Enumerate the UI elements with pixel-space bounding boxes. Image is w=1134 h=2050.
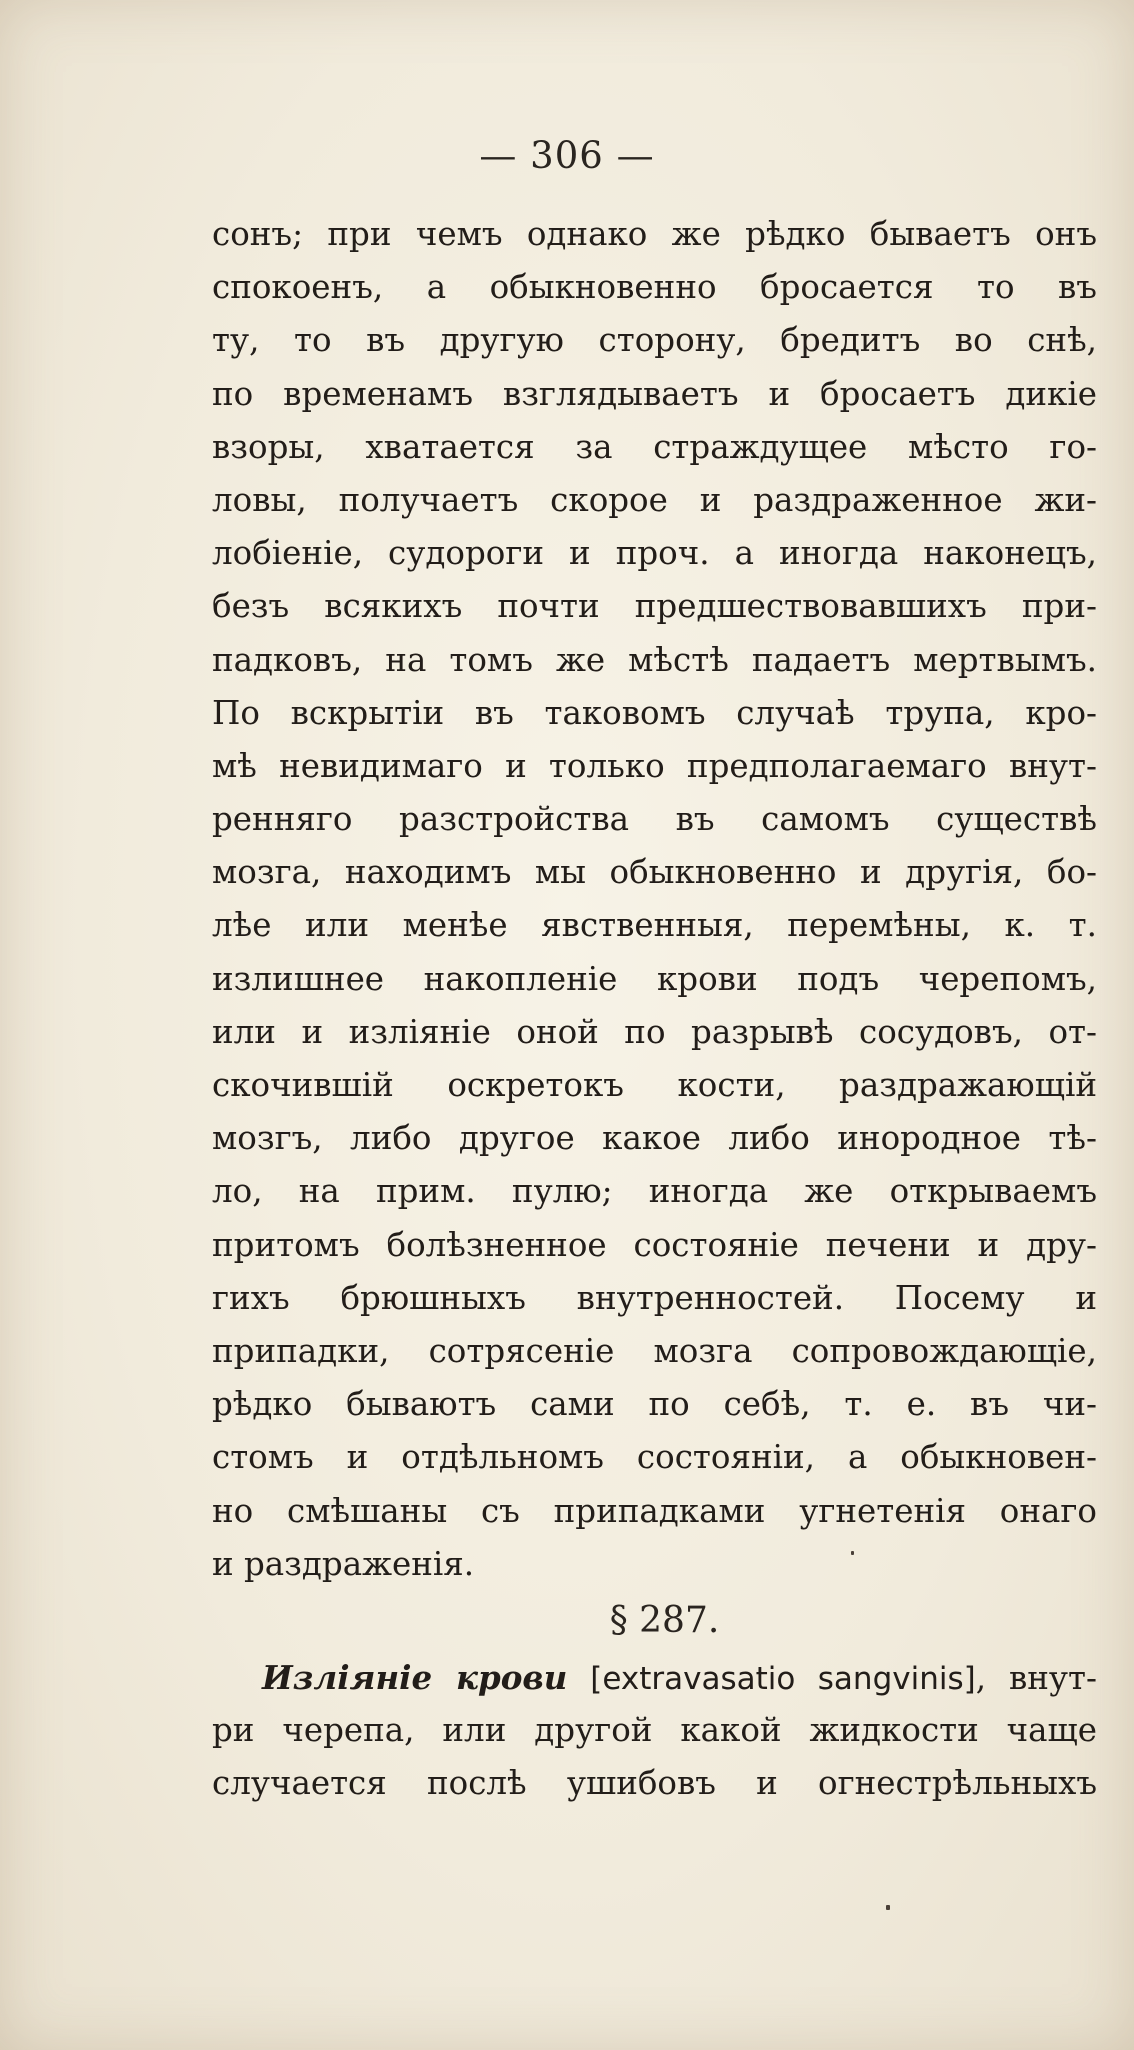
text-line: мозгъ, либо другое какое либо инородное тѣ- <box>212 1119 1097 1158</box>
text-line: мѣ невидимаго и только предполагаемаго внут- <box>212 746 1097 785</box>
section-heading: § 287. <box>609 1599 720 1641</box>
text-line: по временамъ взглядываетъ и бросаетъ дикіе <box>212 374 1097 413</box>
text-line: ту, то въ другую сторону, бредитъ во снѣ, <box>212 321 1097 360</box>
text-line: спокоенъ, а обыкновенно бросается то въ <box>212 268 1097 307</box>
text-fragment: , внут- <box>975 1658 1097 1697</box>
text-line: безъ всякихъ почти предшествовавшихъ при- <box>212 587 1097 626</box>
text-line: ри черепа, или другой какой жидкости чаще <box>212 1711 1097 1750</box>
text-line: припадки, сотрясеніе мозга сопровождающіе, <box>212 1331 1097 1370</box>
ink-speck <box>851 1551 854 1555</box>
text-line: ло, на прим. пулю; иногда же открываемъ <box>212 1172 1097 1211</box>
text-line-paragraph-end: и раздраженія. <box>212 1544 475 1583</box>
text-line: лѣе или менѣе явственныя, перемѣны, к. т. <box>212 906 1097 945</box>
text-line: взоры, хватается за страждущее мѣсто го- <box>212 427 1097 466</box>
text-line: мозга, находимъ мы обыкновенно и другія, бо- <box>212 853 1097 892</box>
text-line: ренняго разстройства въ самомъ существѣ <box>212 800 1097 839</box>
text-line: По вскрытіи въ таковомъ случаѣ трупа, кро- <box>212 693 1097 732</box>
text-line: притомъ болѣзненное состояніе печени и дру- <box>212 1225 1097 1264</box>
text-line: излишнее накопленіе крови подъ черепомъ, <box>212 959 1097 998</box>
defined-term: Изліяніе крови <box>262 1657 568 1697</box>
text-line: гихъ брюшныхъ внутренностей. Посему и <box>212 1278 1097 1317</box>
text-line: стомъ и отдѣльномъ состояніи, а обыкновен- <box>212 1438 1097 1477</box>
ink-speck <box>886 1905 890 1910</box>
text-line: скочившій оскретокъ кости, раздражающій <box>212 1066 1097 1104</box>
page-number: — 306 — <box>479 134 655 177</box>
body-text <box>212 208 1097 1810</box>
text-line: случается послѣ ушибовъ и огнестрѣльныхъ <box>212 1764 1097 1803</box>
text-line-paragraph-start <box>212 1651 1097 1704</box>
text-line: рѣдко бываютъ сами по себѣ, т. е. въ чи- <box>212 1385 1097 1424</box>
latin-term: [extravasatio sangvinis] <box>590 1660 976 1697</box>
text-line: или и изліяніе оной по разрывѣ сосудовъ, от- <box>212 1012 1097 1051</box>
text-line: падковъ, на томъ же мѣстѣ падаетъ мертвымъ. <box>212 640 1097 679</box>
text-line: лобіеніе, судороги и проч. а иногда наконецъ, <box>212 534 1097 573</box>
text-line: но смѣшаны съ припадками угнетенія онаго <box>212 1491 1097 1530</box>
text-line: ловы, получаетъ скорое и раздраженное жи- <box>212 480 1097 519</box>
text-line: сонъ; при чемъ однако же рѣдко бываетъ онъ <box>212 215 1097 253</box>
